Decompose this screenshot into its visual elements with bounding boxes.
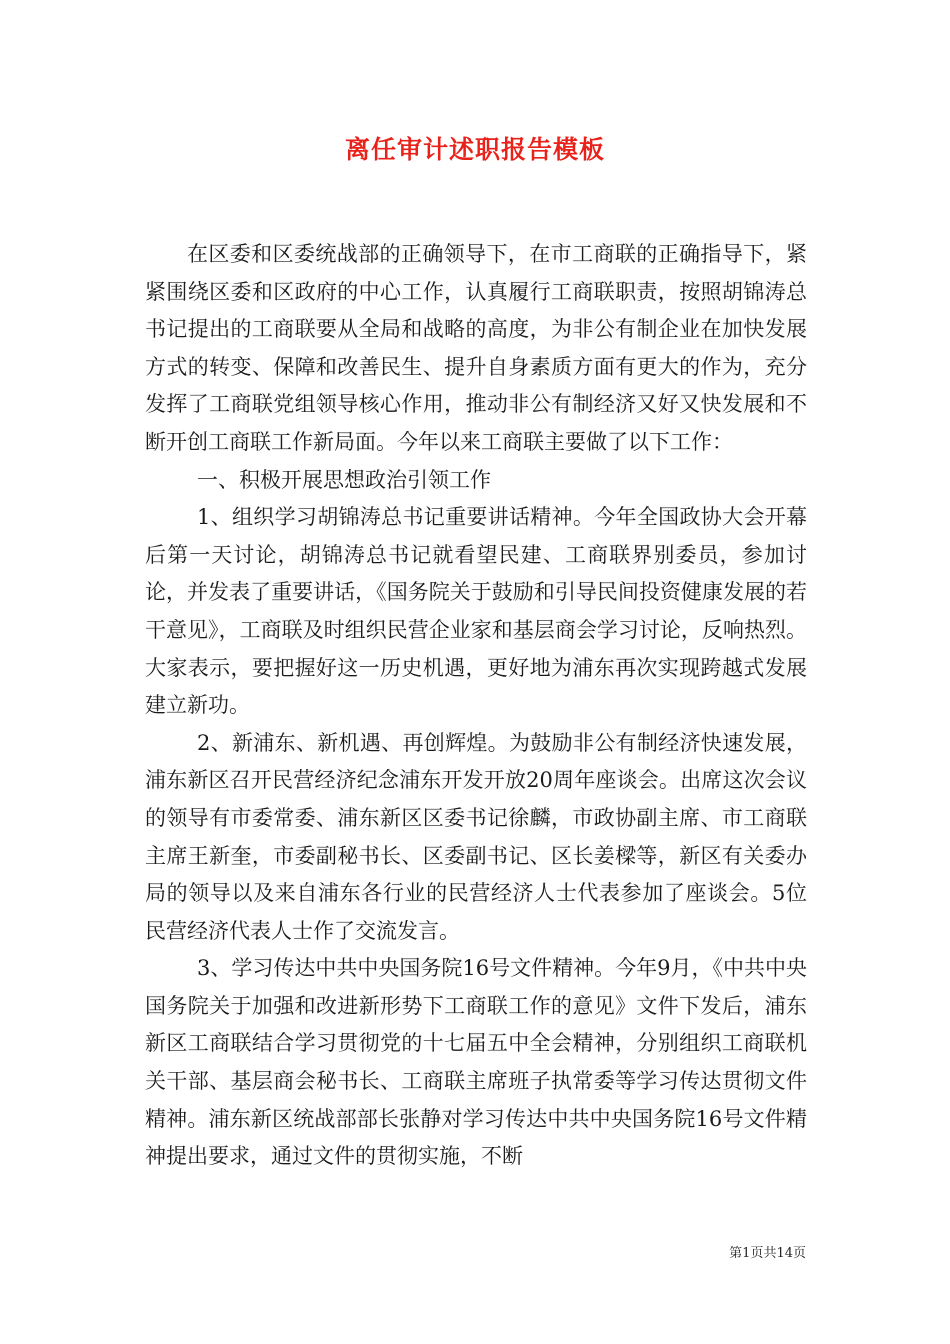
item-paragraph-3: 3、学习传达中共中央国务院16号文件精神。今年9月，《中共中央国务院关于加强和改进新形势下工商联工作的意见》文件下发后，浦东新区工商联结合学习贯彻党的十七届五中全会精神，分别组织工商联机关干部、基层商会秘书长、工商联主席班子执常委等学习传达贯彻文件精神。浦东新区统战部部长张静对学习传达中共中央国务院16号文件精神提出要求，通过文件的贯彻实施，不断: [145, 956, 807, 1169]
page-number: 第1页共14页: [729, 1246, 806, 1261]
intro-paragraph: 在区委和区委统战部的正确领导下，在市工商联的正确指导下，紧紧围绕区委和区政府的中心工作，认真履行工商联职责，按照胡锦涛总书记提出的工商联要从全局和战略的高度，为非公有制企业在加快发展方式的转变、保障和改善民生、提升自身素质方面有更大的作为，充分发挥了工商联党组领导核心作用，推动非公有制经济又好又快发展和不断开创工商联工作新局面。今年以来工商联主要做了以下工作：: [145, 242, 807, 454]
item-paragraph-1: 1、组织学习胡锦涛总书记重要讲话精神。今年全国政协大会开幕后第一天讨论，胡锦涛总书记就看望民建、工商联界别委员，参加讨论，并发表了重要讲话，《国务院关于鼓励和引导民间投资健康发展的若干意见》，工商联及时组织民营企业家和基层商会学习讨论，反响热烈。大家表示，要把握好这一历史机遇，更好地为浦东再次实现跨越式发展建立新功。: [145, 505, 807, 718]
section-heading: 一、积极开展思想政治引领工作: [197, 467, 491, 492]
document-body: [145, 236, 807, 1176]
item-paragraph-2: 2、新浦东、新机遇、再创辉煌。为鼓励非公有制经济快速发展，浦东新区召开民营经济纪念浦东开发开放20周年座谈会。出席这次会议的领导有市委常委、浦东新区区委书记徐麟，市政协副主席、市工商联主席王新奎，市委副秘书长、区委副书记、区长姜樑等，新区有关委办局的领导以及来自浦东各行业的民营经济人士代表参加了座谈会。5位民营经济代表人士作了交流发言。: [145, 730, 807, 943]
document-title: 离任审计述职报告模板: [344, 135, 605, 164]
